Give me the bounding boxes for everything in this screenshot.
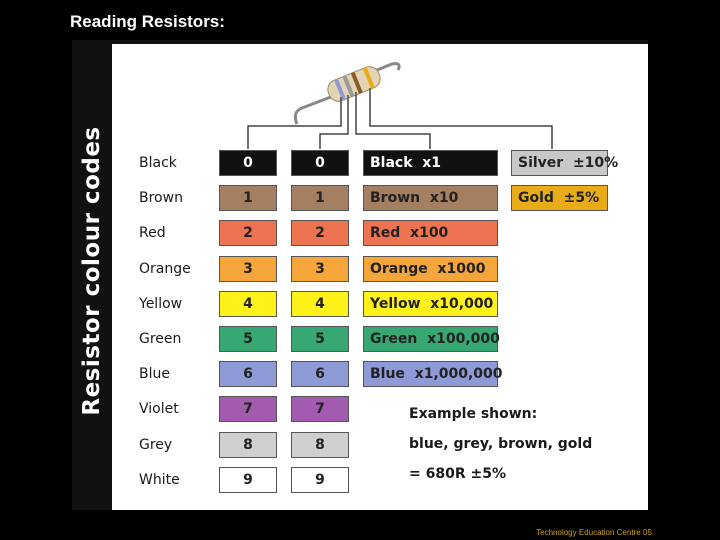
row-label-blue: Blue — [139, 366, 170, 382]
row-label-orange: Orange — [139, 261, 191, 277]
digit-cell-2-violet: 7 — [291, 396, 349, 422]
digit-cell-2-red: 2 — [291, 220, 349, 246]
multiplier-cell-brown: Brown x10 — [363, 185, 498, 211]
digit-cell-2-orange: 3 — [291, 256, 349, 282]
digit-cell-1-black: 0 — [219, 150, 277, 176]
digit-cell-1-grey: 8 — [219, 432, 277, 458]
multiplier-cell-green: Green x100,000 — [363, 326, 498, 352]
multiplier-cell-red: Red x100 — [363, 220, 498, 246]
example-heading: Example shown: — [409, 406, 538, 422]
multiplier-cell-orange: Orange x1000 — [363, 256, 498, 282]
digit-cell-2-white: 9 — [291, 467, 349, 493]
digit-cell-2-blue: 6 — [291, 361, 349, 387]
digit-cell-1-blue: 6 — [219, 361, 277, 387]
digit-cell-1-orange: 3 — [219, 256, 277, 282]
digit-cell-1-green: 5 — [219, 326, 277, 352]
tolerance-cell-1: Gold ±5% — [511, 185, 608, 211]
row-label-green: Green — [139, 331, 182, 347]
tolerance-cell-0: Silver ±10% — [511, 150, 608, 176]
row-label-red: Red — [139, 225, 166, 241]
digit-cell-2-green: 5 — [291, 326, 349, 352]
row-label-violet: Violet — [139, 401, 179, 417]
example-result: = 680R ±5% — [409, 466, 506, 482]
slide-title: Reading Resistors: — [70, 12, 225, 31]
digit-cell-2-grey: 8 — [291, 432, 349, 458]
connector-multiplier — [356, 92, 430, 149]
example-bands: blue, grey, brown, gold — [409, 436, 593, 452]
digit-cell-2-brown: 1 — [291, 185, 349, 211]
digit-cell-2-black: 0 — [291, 150, 349, 176]
digit-cell-1-red: 2 — [219, 220, 277, 246]
digit-cell-1-violet: 7 — [219, 396, 277, 422]
digit-cell-1-yellow: 4 — [219, 291, 277, 317]
connector-digit1 — [248, 97, 341, 149]
footer-credit: Technology Education Centre 05. — [536, 528, 654, 537]
connector-digit2 — [320, 95, 348, 149]
multiplier-cell-black: Black x1 — [363, 150, 498, 176]
chart-vertical-title: Resistor colour codes — [79, 126, 105, 416]
row-label-brown: Brown — [139, 190, 183, 206]
digit-cell-1-brown: 1 — [219, 185, 277, 211]
digit-cell-2-yellow: 4 — [291, 291, 349, 317]
resistor-body-icon — [325, 64, 383, 105]
multiplier-cell-blue: Blue x1,000,000 — [363, 361, 498, 387]
resistor-left-lead-icon — [295, 95, 336, 124]
multiplier-cell-yellow: Yellow x10,000 — [363, 291, 498, 317]
row-label-black: Black — [139, 155, 177, 171]
row-label-yellow: Yellow — [139, 296, 183, 312]
row-label-grey: Grey — [139, 437, 173, 453]
connector-tolerance — [370, 88, 552, 149]
row-label-white: White — [139, 472, 180, 488]
digit-cell-1-white: 9 — [219, 467, 277, 493]
